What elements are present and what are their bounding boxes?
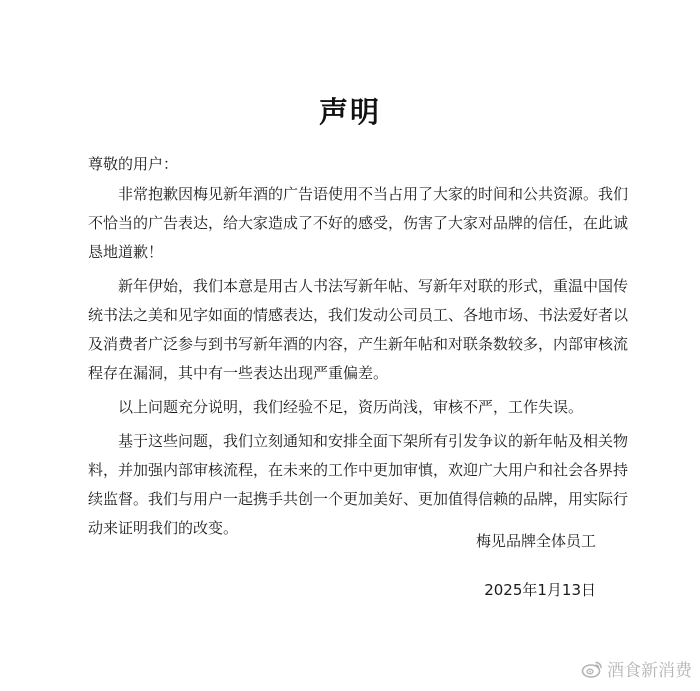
signature-block bbox=[476, 527, 596, 625]
paragraph-background: 新年伊始，我们本意是用古人书法写新年帖、写新年对联的形式，重温中国传统书法之美和见字如面的情感表达，我们发动公司员工、各地市场、书法爱好者以及消费者广泛参与到书写新年酒的内容，产生新年帖和对联条数较多，内部审核流程存在漏洞，其中有一些表达出现严重偏差。 bbox=[88, 277, 629, 382]
weibo-icon bbox=[581, 659, 603, 679]
watermark-text: 酒食新消费 bbox=[607, 661, 692, 681]
paragraph-apology: 非常抱歉因梅见新年酒的广告语使用不当占用了大家的时间和公共资源。我们不恰当的广告表达，给大家造成了不好的感受，伤害了大家对品牌的信任，在此诚恳地道歉！ bbox=[88, 185, 629, 261]
signature-org: 梅见品牌全体员工 bbox=[475, 532, 596, 550]
salutation: 尊敬的用户： bbox=[88, 155, 179, 173]
watermark bbox=[581, 656, 692, 681]
statement-body bbox=[88, 150, 628, 548]
paragraph-admission: 以上问题充分说明，我们经验不足，资历尚浅，审核不严，工作失误。 bbox=[118, 398, 584, 416]
page-title: 声明 bbox=[318, 95, 381, 129]
signature-date: 2025年1月13日 bbox=[484, 581, 596, 599]
paragraph-actions: 基于这些问题，我们立刻通知和安排全面下架所有引发争议的新年帖及相关物料，并加强内部审核流程，在未来的工作中更加审慎，欢迎广大用户和社会各界持续监督。我们与用户一起携手共创一个更加美好、更加值得信赖的品牌，用实际行动来证明我们的改变。 bbox=[88, 432, 629, 537]
